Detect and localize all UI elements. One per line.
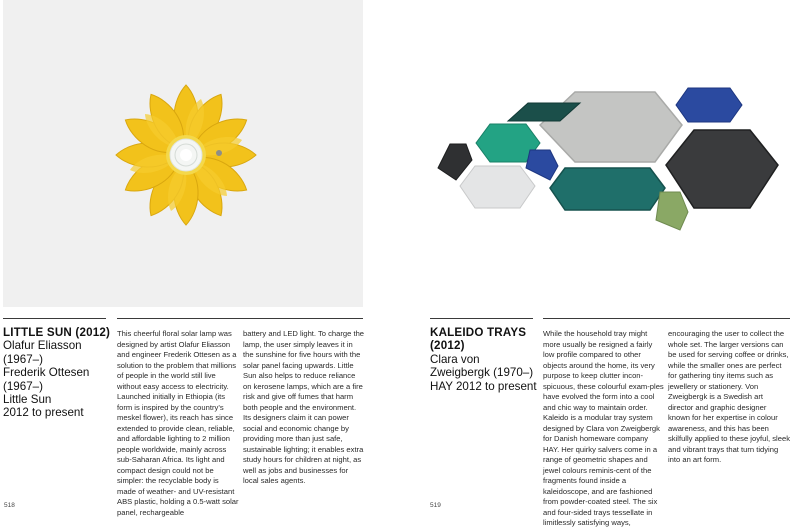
title-rule [3,318,106,319]
entry-title-block [3,326,113,420]
body-text-column-2: battery and LED light. To charge the lamp, the user simply leaves it in the sunshine for five hours with the solar panel facing upwards. Little Sun also helps to reduce reliance on kerosene lamps, which are a fire risk and give off fumes that harm both people and the environment. Its designers claim it can power social and economic change by providing more than just safe, sustainable lighting; it enables extra study hours for children at night, as well as jobs and businesses for local sales agents. [243,329,365,485]
body-rule [543,318,790,319]
designer-name: Clara von [430,352,480,366]
entry-title: KALEIDO TRAYS [430,326,527,339]
designer-dates: (1967–) [3,379,43,393]
designer-name-dates: Zweigbergk (1970–) [430,366,534,380]
body-text-column-1: While the household tray might more usually be resigned a fairly low profile compared to other objects around the home, its very purpose to keep clutter incon-spicuous, these colourful exam-ples have evolved the form into a cool and chic way to maintain order. Kaleido is a modular tray system designed by Clara von Zweigbergk for Danish homeware company HAY. Her quirky salvers come in a range of geometric shapes and jewel colours reminis-cent of the fragments found inside a kaleidoscope, and are fashioned from powder-coated steel. The six and four-sided trays tessellate in limitlessly satisfying ways, [543,329,664,527]
left-page [0,0,400,517]
designer-name: Frederik Ottesen [3,366,90,380]
entry-title-block [430,326,542,393]
little-sun-lamp-illustration [3,0,363,307]
entry-year: (2012) [430,339,465,353]
body-text-column-2: encouraging the user to collect the whole set. The larger versions can be used for serving coffee or drinks, while the smaller ones are perfect for gathering tiny items such as jewellery or stationery. Von Zweigbergk is a Swedish art director and graphic designer known for her expertise in colour awareness, and this has been skilfully applied to these joyful, sleek and vibrant trays that turn tidying into an art form. [668,329,790,464]
body-text-column-1: This cheerful floral solar lamp was designed by artist Olafur Eliasson and engineer Frederik Ottesen as a solution to the problem that millions of people in the world still live without easy access to electricity. Launched initially in Ethiopia (its form is inspired by the country’s meskel flower), its reach has since extended to provide clean, reliable, and affordable lighting to 2 million people worldwide, mainly across sub-Saharan Africa. Its light and compact design could not be simpler: the recyclable body is made of weather- and UV-resistant ABS plastic, holding a 0.5-watt solar panel, rechargeable [117,329,239,517]
little-sun-photo [3,0,363,307]
kaleido-trays-illustration [430,80,800,240]
right-page [400,0,800,527]
page-number: 518 [4,502,15,509]
designer-name: Olafur Eliasson [3,339,82,353]
production-dates: 2012 to present [3,406,84,420]
kaleido-trays-photo [430,80,800,240]
body-rule [117,318,363,319]
manufacturer: Little Sun [3,393,52,407]
entry-title: LITTLE SUN (2012) [3,326,111,339]
title-rule [430,318,533,319]
designer-dates: (1967–) [3,352,43,366]
page-number: 519 [430,502,441,509]
production-dates: HAY 2012 to present [430,379,537,393]
